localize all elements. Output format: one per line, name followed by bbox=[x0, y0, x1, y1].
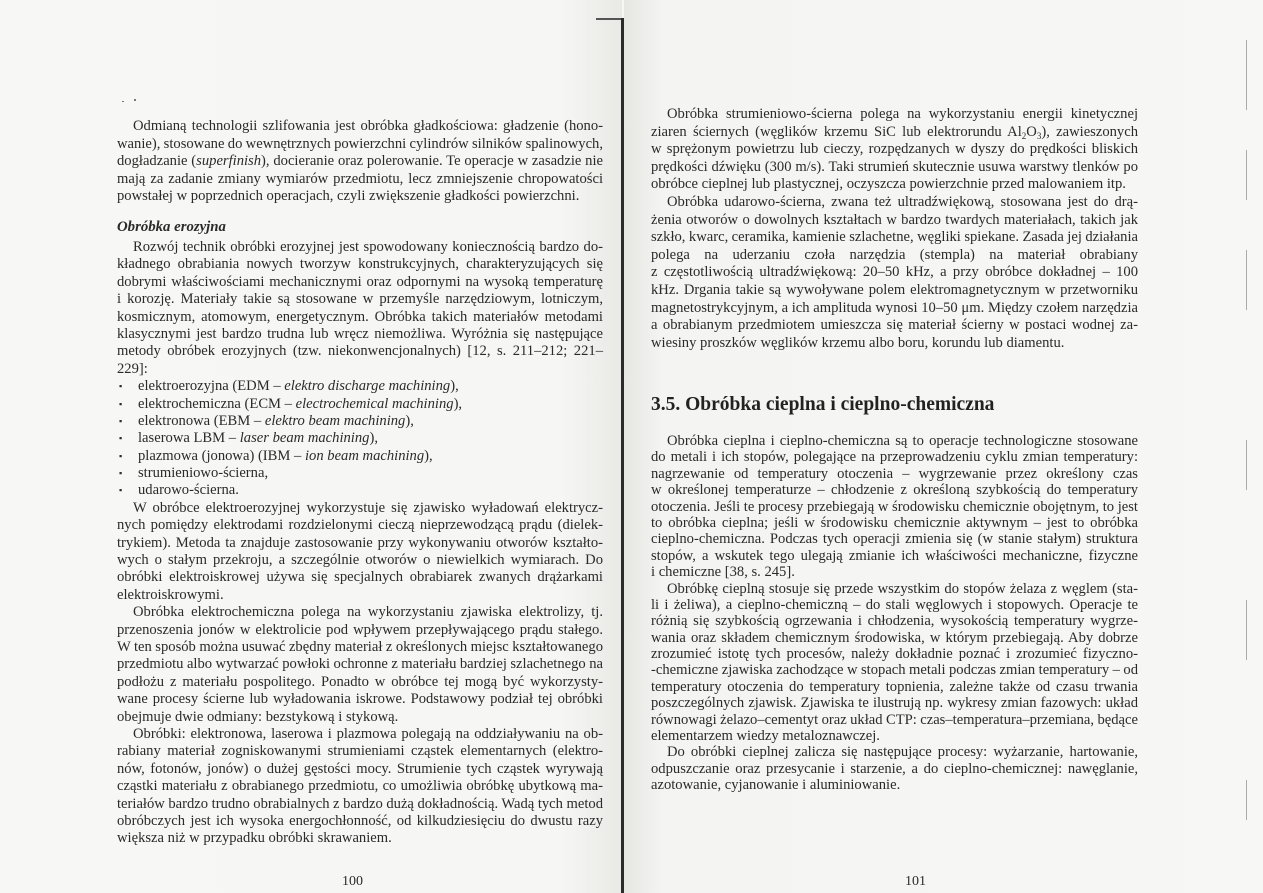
bullet-icon: ▪ bbox=[119, 468, 123, 479]
text-line bbox=[651, 548, 1138, 564]
line-text-segment: elektronowa (EBM – bbox=[138, 412, 265, 429]
text-line bbox=[651, 300, 1138, 318]
page-edge-mark bbox=[1246, 600, 1247, 660]
intro-text bbox=[117, 118, 603, 206]
text-line bbox=[117, 813, 603, 830]
line-text: nagrzewanie od temperatury otoczenia – wygrzewanie przez określony czas bbox=[651, 465, 1138, 482]
text-line bbox=[117, 569, 603, 586]
line-text: szkło, kwarc, ceramika, kamienie szlachetne, węgliki spiekane. Zasada jej działania bbox=[651, 229, 1138, 246]
text-line bbox=[651, 247, 1138, 265]
line-text: obróbce cieplnej lub plastycznej, oczyszcza powierzchnie przed malowaniem itp. bbox=[651, 176, 1126, 193]
line-text: strumieniowo-ścierna, bbox=[138, 465, 269, 482]
text-line bbox=[117, 656, 603, 673]
line-text-segment: superfinish bbox=[196, 153, 262, 170]
list-item bbox=[117, 378, 603, 395]
line-text-segment: elektroerozyjna (EDM – bbox=[138, 378, 285, 395]
text-line bbox=[651, 141, 1138, 159]
text-line bbox=[651, 449, 1138, 465]
line-text-segment: plazmowa (jonowa) (IBM – bbox=[138, 447, 305, 464]
line-text: zrozumieć istotę tych procesów, należy dokładnie poznać i zrozumieć fizyczno- bbox=[651, 646, 1138, 663]
line-text: kHz. Drgania takie są wywoływane polem elektromagnetycznym w przetworniku bbox=[651, 281, 1138, 298]
text-line bbox=[117, 709, 603, 726]
text-line bbox=[117, 726, 603, 743]
line-text-segment: laserowa LBM – bbox=[138, 430, 240, 447]
line-text-segment: ), bbox=[450, 378, 459, 395]
text-line bbox=[651, 744, 1138, 760]
line-text-segment: laser beam machining bbox=[239, 430, 370, 447]
bullet-icon: ▪ bbox=[119, 415, 123, 426]
text-line bbox=[117, 517, 603, 534]
line-text: różnią się szybkością ogrzewania i chłodzenia, wysokością temperatury wygrze- bbox=[651, 613, 1138, 630]
text-line bbox=[651, 630, 1138, 646]
text-line bbox=[651, 282, 1138, 300]
text-line bbox=[117, 188, 603, 206]
line-text: metody obróbek erozyjnych (tzw. niekonwencjonalnych) [12, s. 211–212; 221– bbox=[117, 343, 603, 360]
line-text-segment: 2 bbox=[1021, 130, 1027, 141]
line-text: w sprężonym powietrzu lub cieczy, rozpędzanych w dyszy do prędkości bliskich bbox=[651, 141, 1138, 158]
line-text-segment: ), bbox=[369, 430, 378, 447]
line-text-segment: ziaren ściernych (węglików krzemu SiC lub elektrorundu Al bbox=[651, 123, 1022, 140]
line-text: i chemiczne [38, s. 245]. bbox=[651, 564, 795, 581]
text-line bbox=[651, 777, 1138, 793]
line-text-segment: electrochemical machining bbox=[295, 395, 454, 412]
line-text: Obróbka elektrochemiczna polega na wykorzystaniu zjawiska elektrolizy, tj. bbox=[133, 604, 603, 621]
text-line bbox=[117, 778, 603, 795]
line-text: W ten sposób można usuwać zbędny materiał z określonych miejsc kształtowanego bbox=[117, 638, 603, 655]
text-line bbox=[651, 515, 1138, 531]
line-text: to obróbka cieplna; jeśli w środowisku chemicznie aktywnym – jest to obróbka bbox=[651, 514, 1138, 531]
chapter-heading: 3.5. Obróbka cieplna i cieplno-chemiczna bbox=[651, 394, 995, 415]
intro-text bbox=[651, 106, 1138, 352]
line-text: przedmiotu albo wytwarzać powłoki ochronne z materiału bardziej szlachetnego na bbox=[117, 656, 603, 673]
line-text: Obróbka cieplna i cieplno-chemiczna są to operacje technologiczne stosowane bbox=[667, 433, 1138, 449]
line-text: przenoszenia jonów w elektrolicie pod wpływem przepływającego prądu stałego. bbox=[117, 621, 603, 638]
page-edge-mark bbox=[1246, 40, 1247, 110]
line-text: odpuszczanie oraz przesycanie i starzenie, a do cieplno-chemicznej: nawęglanie, bbox=[651, 760, 1138, 777]
line-text: w określonej temperaturze – chłodzenie z określoną szybkością do temperatury bbox=[651, 482, 1138, 499]
line-text: Obróbka strumieniowo-ścierna polega na wykorzystaniu energii kinetycznej bbox=[667, 106, 1138, 122]
left-page bbox=[0, 0, 622, 893]
line-text: W obróbce elektroerozyjnej wykorzystuje się zjawisko wyładowań elektrycz- bbox=[133, 499, 603, 516]
line-text: kładnego obrabiania nowych tworzyw konstrukcyjnych, charakteryzujących się bbox=[117, 256, 603, 273]
list-item bbox=[117, 413, 603, 430]
line-text: poszczególnych zjawisk. Zjawiska te ilustrują np. wykresy zmian fazowych: układ bbox=[651, 695, 1138, 712]
text-line bbox=[651, 695, 1138, 711]
text-line bbox=[117, 535, 603, 552]
text-line bbox=[117, 309, 603, 326]
line-text: otoczenia. Jeśli te procesy przebiegają w środowisku chemicznie obojętnym, to jest bbox=[651, 498, 1138, 515]
line-text: elektroiskrowymi. bbox=[117, 586, 224, 603]
text-line bbox=[117, 291, 603, 308]
line-text: a obrabianym przedmiotem umieszcza się materiał ścierny w postaci wodnej za- bbox=[651, 317, 1138, 334]
line-text: cząstki materiału z obrabianego przedmiotu, co umożliwia obróbkę ubytkową ma- bbox=[117, 778, 603, 795]
line-text: obejmuje dwie odmiany: bezstykową i stykową. bbox=[117, 708, 399, 725]
list-item bbox=[117, 396, 603, 413]
text-line bbox=[651, 335, 1138, 353]
line-text: do metali i ich stopów, polegające na przeprowadzeniu cyklu zmian temperatury: bbox=[651, 449, 1138, 466]
right-page bbox=[624, 0, 1263, 893]
line-text-segment: ), bbox=[424, 447, 433, 464]
text-line bbox=[117, 500, 603, 517]
line-text: wych o stałym przekroju, a szczególnie otworów o niewielkich wymiarach. Do bbox=[117, 552, 603, 569]
text-line bbox=[651, 581, 1138, 597]
page-edge-mark bbox=[1246, 250, 1247, 310]
text-line bbox=[117, 761, 603, 778]
text-line bbox=[651, 264, 1138, 282]
line-text-segment: ), docieranie oraz polerowanie. Te operacje w zasadzie nie bbox=[261, 153, 603, 170]
text-line bbox=[651, 159, 1138, 177]
line-text: z częstotliwością ultradźwiękową: 20–50 kHz, a przy obróbce dokładnej – 100 bbox=[651, 264, 1138, 281]
text-line bbox=[117, 239, 603, 256]
list-item bbox=[117, 465, 603, 482]
line-text: Odmianą technologii szlifowania jest obróbka gładkościowa: gładzenie (hono- bbox=[133, 118, 603, 134]
text-line bbox=[117, 118, 603, 136]
spine-edge bbox=[596, 18, 622, 20]
line-text-segment: ), bbox=[453, 395, 463, 412]
section-heading: Obróbka erozyjna bbox=[117, 219, 226, 235]
text-line bbox=[651, 482, 1138, 498]
list-item bbox=[117, 430, 603, 447]
line-text: magnetostrykcyjnym, a ich amplituda wynosi 10–50 μm. Między czołem narzędzia bbox=[651, 299, 1138, 316]
line-text: Rozwój technik obróbki erozyjnej jest spowodowany koniecznością bardzo do- bbox=[133, 239, 603, 255]
line-text: klasycznymi jest bardzo trudna lub wręcz niemożliwa. Wyróżnia się następujące bbox=[117, 325, 603, 342]
page-edge-mark bbox=[1246, 780, 1247, 820]
line-text: cieplno-chemiczna. Podczas tych operacji zmienia się (w stanie stałym) struktura bbox=[651, 531, 1138, 548]
line-text: dobrymi właściwościami mechanicznymi oraz odpornymi na wysoką temperaturę bbox=[117, 273, 603, 290]
line-text-segment: ), zawieszonych bbox=[1041, 123, 1138, 140]
body-text bbox=[651, 433, 1138, 794]
line-text: trykiem). Metoda ta znajduje zastosowanie przy wykonywaniu otworów kształto- bbox=[117, 534, 603, 551]
line-text: i korozję. Materiały takie są stosowane w przemyśle narzędziowym, lotniczym, bbox=[117, 291, 603, 308]
line-text: temperatury otoczenia do temperatury topnienia, zależne także od czasu trwania bbox=[651, 678, 1138, 695]
bullet-icon: ▪ bbox=[119, 485, 123, 496]
text-line bbox=[117, 326, 603, 343]
text-line bbox=[651, 194, 1138, 212]
page-edge-mark bbox=[1246, 440, 1247, 490]
line-text: wiesiny proszków węglików krzemu albo boru, korundu lub diamentu. bbox=[651, 334, 1065, 351]
scan-speck bbox=[134, 99, 136, 101]
line-text: azotowanie, cyjanowanie i aluminiowanie. bbox=[651, 777, 901, 794]
line-text-segment: elektro discharge machining bbox=[284, 378, 451, 395]
text-line bbox=[651, 646, 1138, 662]
text-line bbox=[651, 728, 1138, 744]
scan-speck bbox=[122, 101, 124, 102]
body-text bbox=[117, 239, 603, 848]
line-text-segment: 3 bbox=[1036, 130, 1042, 141]
line-text: Do obróbki cieplnej zalicza się następujące procesy: wyżarzanie, hartowanie, bbox=[667, 744, 1138, 761]
text-line bbox=[651, 176, 1138, 194]
text-line bbox=[117, 639, 603, 656]
line-text-segment: dogładzanie ( bbox=[117, 153, 197, 170]
line-text-segment: ), bbox=[405, 412, 414, 429]
text-line bbox=[117, 153, 603, 171]
text-line bbox=[651, 662, 1138, 678]
text-line bbox=[117, 256, 603, 273]
text-line bbox=[651, 124, 1138, 142]
text-line bbox=[117, 691, 603, 708]
list-item bbox=[117, 482, 603, 499]
line-text: większa niż w przypadku obróbki skrawaniem. bbox=[117, 830, 392, 847]
line-text: nych pomiędzy elektrodami rozdzielonymi cieczą nieprzewodzącą prądu (dielek- bbox=[117, 517, 603, 534]
text-line bbox=[651, 597, 1138, 613]
text-line bbox=[651, 212, 1138, 230]
line-text-segment: O bbox=[1026, 123, 1037, 140]
text-line bbox=[651, 433, 1138, 449]
line-text: żenia otworów o dowolnych kształtach w bardzo twardych materiałach, takich jak bbox=[651, 211, 1138, 228]
line-text: podłożu z materiału pospolitego. Ponadto w obróbce tej mogą być wykorzysty- bbox=[117, 673, 603, 690]
bullet-icon: ▪ bbox=[119, 450, 123, 461]
line-text: rabiany materiał zogniskowanymi strumieniami cząstek elementarnych (elektro- bbox=[117, 743, 603, 760]
line-text: wanie), stosowane do wewnętrznych powierzchni cylindrów silników spalinowych, bbox=[117, 135, 603, 152]
line-text-segment: elektrochemiczna (ECM – bbox=[138, 395, 296, 412]
page-number: 100 bbox=[342, 874, 363, 889]
text-line bbox=[651, 761, 1138, 777]
text-line bbox=[117, 552, 603, 569]
line-text: kosmicznym, atomowym, energetycznym. Obróbka takich materiałów metodami bbox=[117, 308, 603, 325]
line-text: wania oraz składem chemicznym środowiska, w którym przebiegają. Aby dobrze bbox=[651, 629, 1138, 646]
text-line bbox=[117, 743, 603, 760]
line-text: 229]: bbox=[117, 360, 148, 377]
text-line bbox=[117, 674, 603, 691]
text-line bbox=[117, 796, 603, 813]
text-line bbox=[117, 622, 603, 639]
page-number: 101 bbox=[905, 874, 926, 889]
line-text-segment: ion beam machining bbox=[304, 447, 425, 464]
bullet-icon: ▪ bbox=[119, 398, 123, 409]
text-line bbox=[117, 604, 603, 621]
line-text: Obróbki: elektronowa, laserowa i plazmowa polegają na oddziaływaniu na ob- bbox=[133, 725, 603, 742]
line-text: mają za zadanie zmiany wymiarów przedmiotu, lecz zmniejszenie chropowatości bbox=[117, 170, 603, 187]
list-item bbox=[117, 448, 603, 465]
line-text: obróbki elektroiskrowej używa się specjalnych obrabiarek zwanych drążarkami bbox=[117, 569, 603, 586]
text-line bbox=[117, 274, 603, 291]
bullet-icon: ▪ bbox=[119, 381, 123, 392]
text-line bbox=[651, 531, 1138, 547]
text-line bbox=[651, 229, 1138, 247]
line-text: -chemiczne zjawiska zachodzące w stopach metali podczas zmian temperatury – od bbox=[651, 662, 1138, 679]
text-line bbox=[651, 317, 1138, 335]
line-text: obróbczych jest ich wysoka energochłonność, od kilkudziesięciu do dwustu razy bbox=[117, 812, 603, 829]
line-text-segment: elektro beam machining bbox=[264, 412, 406, 429]
line-text: teriałów bardzo trudno obrabialnych z bardzo dużą dokładnością. Wadą tych metod bbox=[117, 795, 603, 812]
text-line bbox=[651, 712, 1138, 728]
line-text: powstałej w poprzednich operacjach, czyli zwiększenie gładkości powierzchni. bbox=[117, 188, 580, 205]
text-line bbox=[117, 136, 603, 154]
text-line bbox=[117, 587, 603, 604]
line-text: li i żeliwa), a cieplno-chemiczną – do stali węglowych i stopowych. Operacje te bbox=[651, 596, 1138, 613]
text-line bbox=[651, 679, 1138, 695]
text-line bbox=[117, 171, 603, 189]
text-line bbox=[651, 564, 1138, 580]
line-text: wane procesy ścierne lub wyładowania iskrowe. Podstawowy podział tej obróbki bbox=[117, 691, 603, 708]
line-text: elementarzem wiedzy metaloznawczej. bbox=[651, 728, 880, 745]
text-line bbox=[117, 343, 603, 360]
text-line bbox=[117, 830, 603, 847]
text-line bbox=[651, 106, 1138, 124]
line-text: stopów, a wskutek tego ulegają zmianie ich właściwości mechaniczne, fizyczne bbox=[651, 547, 1138, 564]
line-text: udarowo-ścierna. bbox=[138, 482, 239, 499]
line-text: prędkości dźwięku (300 m/s). Taki strumień skutecznie usuwa warstwy tlenków po bbox=[651, 158, 1138, 175]
text-line bbox=[651, 499, 1138, 515]
bullet-icon: ▪ bbox=[119, 433, 123, 444]
text-line bbox=[117, 361, 603, 378]
line-text: Obróbka udarowo-ścierna, zwana też ultradźwiękową, stosowana jest do drą- bbox=[667, 193, 1138, 210]
page-edge-mark bbox=[1246, 150, 1247, 200]
line-text: nów, fotonów, jonów) o dużej gęstości mocy. Strumienie tych cząstek wyrywają bbox=[117, 760, 603, 777]
text-line bbox=[651, 466, 1138, 482]
line-text: Obróbkę cieplną stosuje się przede wszystkim do stopów żelaza z węglem (sta- bbox=[667, 580, 1138, 597]
line-text: polega na uderzaniu czoła narzędzia (stempla) na materiał obrabiany bbox=[651, 246, 1138, 263]
text-line bbox=[651, 613, 1138, 629]
line-text: równowagi żelazo–cementyt oraz układ CTP: czas–temperatura–przemiana, będące bbox=[651, 711, 1138, 728]
